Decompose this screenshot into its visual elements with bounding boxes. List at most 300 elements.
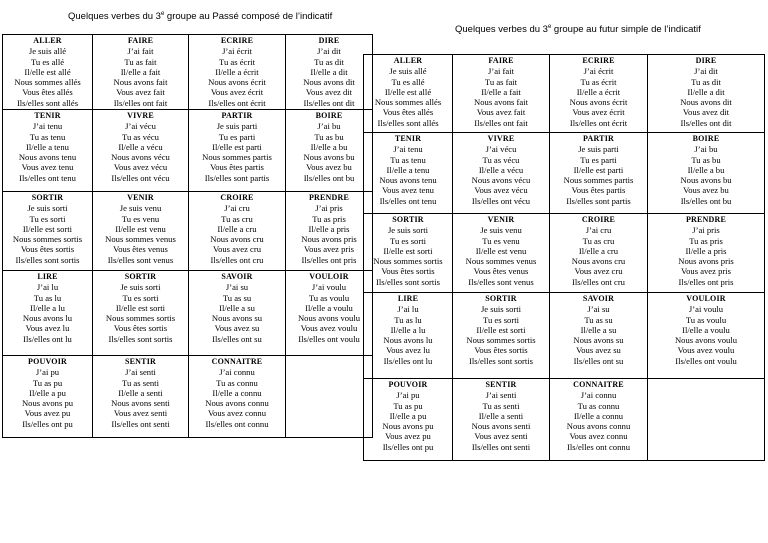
- verb-cell: [93, 192, 189, 271]
- verb-cell: [189, 192, 286, 271]
- conjugation-line: Ils/elles sont partis: [204, 172, 270, 183]
- conjugation-line: J’ai senti: [125, 367, 156, 378]
- conjugation-line: Tu es sorti: [483, 314, 519, 325]
- verb-cell: [3, 356, 93, 438]
- table-row: [364, 379, 765, 461]
- conjugation-line: Il/elle a pu: [29, 387, 66, 398]
- verb-heading: PARTIR: [583, 134, 614, 143]
- conjugation-line: J’ai cru: [224, 203, 250, 214]
- conjugation-line: Il/elle a vécu: [478, 164, 524, 175]
- conjugation-line: J’ai écrit: [583, 66, 614, 77]
- conjugation-line: Ils/elles ont connu: [205, 418, 269, 429]
- conjugation-line: Vous avez pris: [304, 244, 354, 255]
- verb-heading: CROIRE: [220, 193, 254, 202]
- conjugation-line: Vous avez pris: [681, 266, 731, 277]
- conjugation-line: Nous sommes sortis: [105, 313, 176, 324]
- conjugation-line: Vous avez senti: [113, 408, 168, 419]
- conjugation-line: Tu es parti: [218, 131, 256, 142]
- conjugation-line: J’ai cru: [585, 225, 612, 236]
- conjugation-line: Il/elle a vécu: [118, 141, 163, 152]
- verb-cell: [550, 214, 648, 293]
- conjugation-line: Ils/elles ont fait: [113, 97, 168, 108]
- conjugation-line: Il/elle est venu: [115, 223, 166, 234]
- conjugation-line: Ils/elles sont sortis: [15, 254, 80, 265]
- conjugation-line: Nous sommes sortis: [373, 256, 443, 267]
- verb-cell: [364, 379, 453, 461]
- conjugation-line: Nous avons senti: [111, 398, 170, 409]
- conjugation-line: Tu as vécu: [122, 131, 159, 142]
- table-row: [364, 214, 765, 293]
- conjugation-line: Vous avez pu: [385, 431, 431, 442]
- conjugation-line: Il/elle a fait: [120, 66, 161, 77]
- conjugation-line: Tu as senti: [122, 377, 159, 388]
- conjugation-line: J’ai pris: [692, 225, 720, 236]
- table-row: [3, 35, 373, 110]
- conjugation-line: Nous sommes allés: [374, 97, 442, 108]
- conjugation-line: Ils/elles ont pris: [678, 276, 734, 287]
- verb-cell: [648, 293, 765, 379]
- verb-heading: ALLER: [393, 56, 423, 65]
- conjugation-line: Vous avez tenu: [382, 185, 434, 196]
- verb-heading: VOULOIR: [686, 294, 726, 303]
- verb-cell: [364, 133, 453, 214]
- conjugation-line: Nous avons vécu: [111, 152, 170, 163]
- verb-cell: [93, 35, 189, 110]
- conjugation-line: Tu as tenu: [29, 131, 66, 142]
- conjugation-line: Vous avez pu: [24, 408, 71, 419]
- conjugation-line: Tu as fait: [484, 76, 518, 87]
- conjugation-line: J’ai su: [587, 304, 610, 315]
- verb-heading: POUVOIR: [27, 357, 68, 366]
- conjugation-line: Ils/elles ont pu: [382, 441, 434, 452]
- conjugation-line: Vous êtes sortis: [381, 266, 435, 277]
- verb-heading: CONNAITRE: [211, 357, 263, 366]
- conjugation-line: Vous avez su: [214, 323, 260, 334]
- conjugation-line: J’ai connu: [580, 390, 617, 401]
- conjugation-line: Vous avez su: [576, 345, 621, 356]
- conjugation-line: Vous êtes venus: [113, 244, 168, 255]
- conjugation-line: J’ai bu: [317, 121, 341, 132]
- conjugation-line: Vous êtes sortis: [474, 345, 528, 356]
- conjugation-line: Ils/elles ont bu: [303, 172, 355, 183]
- left-conjugation-table: [2, 34, 373, 438]
- verb-heading: ECRIRE: [582, 56, 615, 65]
- conjugation-line: Vous avez bu: [306, 162, 352, 173]
- verb-heading: FAIRE: [488, 56, 514, 65]
- conjugation-line: Nous sommes partis: [563, 175, 634, 186]
- conjugation-line: Tu as tenu: [390, 154, 426, 165]
- conjugation-line: Tu es sorti: [122, 292, 159, 303]
- verb-heading: SORTIR: [31, 193, 64, 202]
- conjugation-line: Ils/elles ont cru: [572, 276, 625, 287]
- conjugation-line: Nous avons bu: [303, 152, 355, 163]
- verb-cell: [93, 356, 189, 438]
- verb-heading: SAVOIR: [582, 294, 615, 303]
- conjugation-line: Tu as connu: [216, 377, 258, 388]
- conjugation-line: Nous avons lu: [383, 335, 433, 346]
- verb-heading: CROIRE: [581, 215, 616, 224]
- conjugation-line: Tu as voulu: [308, 292, 350, 303]
- conjugation-line: J’ai vécu: [485, 144, 517, 155]
- conjugation-line: Je suis sorti: [27, 203, 68, 214]
- conjugation-line: Ils/elles ont tenu: [379, 195, 437, 206]
- conjugation-line: Ils/elles ont lu: [23, 333, 72, 344]
- verb-heading: DIRE: [695, 56, 717, 65]
- conjugation-line: Nous sommes sortis: [466, 335, 536, 346]
- conjugation-line: Il/elle a voulu: [305, 302, 353, 313]
- table-row: [3, 356, 373, 438]
- verb-cell: [3, 110, 93, 192]
- conjugation-line: J’ai fait: [127, 46, 154, 57]
- conjugation-line: Vous avez lu: [386, 345, 430, 356]
- verb-cell: [453, 379, 550, 461]
- table-row: [364, 55, 765, 133]
- conjugation-line: Ils/elles sont sortis: [376, 276, 440, 287]
- verb-cell: [3, 271, 93, 356]
- conjugation-line: Je suis parti: [216, 121, 258, 132]
- verb-heading: SAVOIR: [221, 272, 253, 281]
- verb-cell: [189, 356, 286, 438]
- conjugation-line: Ils/elles ont su: [573, 355, 624, 366]
- left-title-pre: Quelques verbes du 3: [68, 11, 161, 23]
- conjugation-line: Nous avons connu: [566, 421, 631, 432]
- conjugation-line: J’ai voulu: [311, 282, 347, 293]
- conjugation-line: Tu as vécu: [482, 154, 520, 165]
- conjugation-line: Tu es venu: [482, 235, 520, 246]
- conjugation-line: Il/elle a connu: [212, 387, 262, 398]
- verb-heading: LIRE: [397, 294, 419, 303]
- conjugation-line: Ils/elles ont bu: [680, 195, 732, 206]
- conjugation-line: Tu es venu: [121, 213, 160, 224]
- conjugation-line: Je suis sorti: [120, 282, 161, 293]
- conjugation-line: Vous avez fait: [476, 107, 526, 118]
- conjugation-line: Il/elle est sorti: [476, 324, 526, 335]
- conjugation-line: Tu es sorti: [390, 235, 426, 246]
- verb-cell: [648, 214, 765, 293]
- conjugation-line: J’ai lu: [397, 304, 419, 315]
- table-row: [3, 192, 373, 271]
- conjugation-line: Ils/elles ont pris: [301, 254, 357, 265]
- conjugation-line: Tu as écrit: [219, 56, 255, 67]
- conjugation-line: Tu as senti: [482, 400, 520, 411]
- conjugation-line: Nous avons pu: [21, 398, 74, 409]
- conjugation-line: J’ai tenu: [393, 144, 423, 155]
- conjugation-line: Vous avez dit: [305, 87, 353, 98]
- conjugation-line: Vous avez fait: [116, 87, 165, 98]
- conjugation-line: Il/elle a su: [580, 324, 617, 335]
- conjugation-line: Il/elle a dit: [687, 86, 725, 97]
- empty-cell: [286, 356, 373, 438]
- verb-cell: [286, 271, 373, 356]
- conjugation-line: Vous êtes allés: [22, 87, 73, 98]
- conjugation-line: Il/elle a lu: [390, 324, 426, 335]
- conjugation-line: J’ai bu: [694, 144, 718, 155]
- conjugation-line: Vous avez senti: [474, 431, 528, 442]
- verb-heading: VIVRE: [127, 111, 154, 120]
- verb-cell: [93, 271, 189, 356]
- conjugation-line: Nous avons tenu: [379, 175, 437, 186]
- conjugation-line: J’ai pris: [315, 203, 343, 214]
- left-title-post: groupe au Passé composé de l’indicatif: [164, 11, 333, 23]
- conjugation-line: Tu as voulu: [685, 314, 727, 325]
- conjugation-line: Il/elle a tenu: [386, 164, 430, 175]
- verb-cell: [93, 110, 189, 192]
- conjugation-line: Tu es allé: [391, 76, 425, 87]
- conjugation-line: Vous avez dit: [682, 107, 730, 118]
- conjugation-line: Tu es allé: [30, 56, 65, 67]
- verb-heading: SENTIR: [125, 357, 156, 366]
- conjugation-line: Tu as cru: [582, 235, 615, 246]
- conjugation-line: Ils/elles ont connu: [566, 441, 630, 452]
- conjugation-line: Nous avons pris: [678, 256, 734, 267]
- conjugation-line: Vous avez connu: [207, 408, 267, 419]
- conjugation-line: Ils/elles ont fait: [474, 117, 528, 128]
- conjugation-line: Vous avez bu: [683, 185, 729, 196]
- conjugation-line: Nous avons voulu: [297, 313, 361, 324]
- conjugation-line: Tu as su: [584, 314, 613, 325]
- conjugation-line: Vous êtes sortis: [113, 323, 168, 334]
- conjugation-line: Il/elle a bu: [687, 164, 725, 175]
- conjugation-line: Ils/elles ont voulu: [298, 333, 360, 344]
- conjugation-line: Tu as bu: [691, 154, 721, 165]
- conjugation-line: Ils/elles sont venus: [468, 276, 534, 287]
- verb-heading: TENIR: [394, 134, 422, 143]
- verb-heading: VENIR: [127, 193, 154, 202]
- conjugation-line: Ils/elles ont senti: [111, 418, 170, 429]
- conjugation-line: Vous avez écrit: [572, 107, 625, 118]
- conjugation-line: Vous êtes sortis: [20, 244, 75, 255]
- conjugation-line: Vous avez voulu: [300, 323, 358, 334]
- conjugation-line: Vous êtes venus: [473, 266, 529, 277]
- conjugation-line: Ils/elles ont voulu: [675, 355, 737, 366]
- conjugation-line: Vous êtes partis: [571, 185, 626, 196]
- conjugation-line: Il/elle a cru: [217, 223, 257, 234]
- verb-heading: ALLER: [33, 36, 62, 45]
- table-row: [364, 293, 765, 379]
- verb-heading: POUVOIR: [388, 380, 428, 389]
- conjugation-line: Nous avons dit: [680, 97, 732, 108]
- conjugation-line: Vous avez cru: [212, 244, 262, 255]
- conjugation-line: Il/elle est allé: [384, 86, 432, 97]
- verb-heading: SENTIR: [485, 380, 517, 389]
- conjugation-line: Nous avons lu: [22, 313, 73, 324]
- verb-heading: VENIR: [487, 215, 515, 224]
- conjugation-line: J’ai dit: [694, 66, 718, 77]
- conjugation-line: Vous avez lu: [25, 323, 70, 334]
- verb-heading: FAIRE: [127, 36, 154, 45]
- conjugation-line: J’ai dit: [317, 46, 341, 57]
- verb-cell: [189, 271, 286, 356]
- conjugation-line: Tu as lu: [33, 292, 62, 303]
- conjugation-line: Tu as lu: [394, 314, 422, 325]
- verb-heading: SORTIR: [124, 272, 157, 281]
- conjugation-line: J’ai écrit: [222, 46, 252, 57]
- verb-heading: PRENDRE: [308, 193, 350, 202]
- conjugation-line: Il/elle a écrit: [576, 86, 621, 97]
- conjugation-line: Nous avons dit: [303, 77, 355, 88]
- right-title-pre: Quelques verbes du 3: [455, 24, 548, 36]
- conjugation-line: Tu as écrit: [580, 76, 617, 87]
- conjugation-line: Tu as su: [222, 292, 252, 303]
- conjugation-line: Vous avez vécu: [474, 185, 528, 196]
- conjugation-line: Ils/elles ont lu: [383, 355, 433, 366]
- conjugation-line: Nous avons cru: [571, 256, 626, 267]
- verb-cell: [3, 192, 93, 271]
- conjugation-line: Nous avons pris: [301, 234, 357, 245]
- conjugation-line: Vous êtes allés: [382, 107, 434, 118]
- conjugation-line: Ils/elles ont senti: [471, 441, 531, 452]
- table-row: [364, 133, 765, 214]
- conjugation-line: Il/elle a pris: [685, 245, 727, 256]
- conjugation-line: Ils/elles ont vécu: [111, 172, 170, 183]
- left-title-sup: e: [160, 11, 165, 17]
- conjugation-line: Ils/elles ont dit: [303, 97, 355, 108]
- conjugation-line: Je suis sorti: [480, 304, 522, 315]
- conjugation-line: Il/elle a cru: [578, 245, 619, 256]
- verb-cell: [453, 133, 550, 214]
- conjugation-line: Il/elle a senti: [478, 410, 524, 421]
- conjugation-line: Nous avons pu: [382, 421, 434, 432]
- conjugation-line: Il/elle a senti: [118, 387, 163, 398]
- conjugation-line: Ils/elles ont écrit: [569, 117, 628, 128]
- conjugation-line: Il/elle a fait: [481, 86, 521, 97]
- verb-heading: ECRIRE: [220, 36, 254, 45]
- conjugation-line: Il/elle a dit: [310, 66, 348, 77]
- conjugation-line: Ils/elles sont sortis: [469, 355, 533, 366]
- verb-cell: [286, 192, 373, 271]
- conjugation-line: Ils/elles ont su: [212, 333, 262, 344]
- conjugation-line: Tu as pu: [32, 377, 63, 388]
- table-row: [3, 110, 373, 192]
- conjugation-line: J’ai fait: [487, 66, 514, 77]
- conjugation-line: Nous avons connu: [205, 398, 269, 409]
- verb-cell: [550, 379, 648, 461]
- conjugation-line: Tu es sorti: [29, 213, 66, 224]
- conjugation-line: Tu as pu: [393, 400, 423, 411]
- conjugation-line: Nous sommes partis: [202, 152, 272, 163]
- conjugation-line: Il/elle a écrit: [215, 66, 259, 77]
- conjugation-line: Nous avons fait: [113, 77, 168, 88]
- conjugation-line: Nous sommes sortis: [12, 234, 83, 245]
- conjugation-line: Ils/elles sont allés: [16, 97, 79, 108]
- verb-cell: [453, 293, 550, 379]
- conjugation-line: J’ai pu: [35, 367, 60, 378]
- conjugation-line: Je suis venu: [480, 225, 522, 236]
- conjugation-line: Ils/elles sont venus: [107, 254, 174, 265]
- conjugation-line: Ils/elles ont pu: [22, 418, 73, 429]
- conjugation-line: Nous avons écrit: [569, 97, 628, 108]
- conjugation-line: Il/elle a su: [219, 302, 255, 313]
- verb-cell: [189, 35, 286, 110]
- conjugation-line: Nous sommes venus: [105, 234, 176, 245]
- verb-cell: [189, 110, 286, 192]
- conjugation-line: Il/elle est venu: [475, 245, 527, 256]
- conjugation-line: Nous avons cru: [210, 234, 264, 245]
- conjugation-line: J’ai pu: [396, 390, 420, 401]
- conjugation-line: Il/elle a voulu: [682, 324, 730, 335]
- conjugation-line: Nous avons su: [573, 335, 624, 346]
- conjugation-line: Il/elle a tenu: [26, 141, 69, 152]
- conjugation-line: Ils/elles ont dit: [680, 117, 732, 128]
- verb-cell: [453, 55, 550, 133]
- conjugation-line: Nous avons voulu: [674, 335, 738, 346]
- conjugation-line: J’ai voulu: [688, 304, 724, 315]
- verb-cell: [3, 35, 93, 110]
- verb-cell: [550, 293, 648, 379]
- conjugation-line: Ils/elles sont sortis: [108, 333, 173, 344]
- conjugation-line: Il/elle a pu: [389, 410, 427, 421]
- verb-cell: [648, 55, 765, 133]
- conjugation-line: Il/elle est parti: [212, 141, 262, 152]
- verb-heading: VIVRE: [487, 134, 515, 143]
- verb-heading: BOIRE: [315, 111, 343, 120]
- conjugation-line: Ils/elles ont tenu: [19, 172, 76, 183]
- verb-cell: [286, 110, 373, 192]
- conjugation-line: Nous avons tenu: [18, 152, 77, 163]
- conjugation-line: Il/elle a connu: [573, 410, 624, 421]
- conjugation-line: Tu as bu: [314, 131, 344, 142]
- conjugation-line: J’ai su: [225, 282, 249, 293]
- conjugation-line: Tu as connu: [577, 400, 620, 411]
- conjugation-line: Ils/elles ont vécu: [471, 195, 531, 206]
- conjugation-line: Nous avons fait: [474, 97, 528, 108]
- conjugation-line: Il/elle a bu: [310, 141, 348, 152]
- verb-cell: [364, 293, 453, 379]
- conjugation-line: J’ai lu: [36, 282, 59, 293]
- conjugation-line: Il/elle a lu: [30, 302, 65, 313]
- conjugation-line: Nous avons vécu: [471, 175, 531, 186]
- right-sheet-title: [455, 24, 701, 35]
- verb-heading: BOIRE: [692, 134, 720, 143]
- verb-cell: [364, 55, 453, 133]
- conjugation-line: Tu as pris: [689, 235, 723, 246]
- conjugation-line: Il/elle a pris: [308, 223, 350, 234]
- right-conjugation-table: [363, 54, 765, 461]
- left-sheet-title: [68, 11, 332, 22]
- verb-heading: SORTIR: [485, 294, 517, 303]
- conjugation-line: Tu as fait: [124, 56, 157, 67]
- conjugation-line: Je suis allé: [389, 66, 427, 77]
- conjugation-line: Il/elle est sorti: [383, 245, 433, 256]
- verb-heading: SORTIR: [392, 215, 424, 224]
- conjugation-line: Nous avons écrit: [208, 77, 266, 88]
- verb-cell: [550, 133, 648, 214]
- verb-heading: VOULOIR: [309, 272, 349, 281]
- conjugation-line: Il/elle est parti: [573, 164, 624, 175]
- conjugation-line: Vous avez tenu: [21, 162, 74, 173]
- right-title-post: groupe au futur simple de l’indicatif: [551, 24, 701, 36]
- verb-cell: [648, 133, 765, 214]
- verb-heading: DIRE: [318, 36, 340, 45]
- conjugation-line: Vous avez voulu: [677, 345, 735, 356]
- table-row: [3, 271, 373, 356]
- conjugation-line: Je suis venu: [119, 203, 162, 214]
- conjugation-line: Je suis allé: [28, 46, 67, 57]
- conjugation-line: Il/elle est allé: [24, 66, 71, 77]
- conjugation-line: Ils/elles sont partis: [566, 195, 631, 206]
- conjugation-line: Nous avons senti: [471, 421, 531, 432]
- verb-cell: [453, 214, 550, 293]
- verb-cell: [550, 55, 648, 133]
- conjugation-line: Tu as cru: [221, 213, 253, 224]
- conjugation-line: Nous avons bu: [680, 175, 732, 186]
- conjugation-line: J’ai vécu: [125, 121, 156, 132]
- conjugation-line: Vous êtes partis: [210, 162, 264, 173]
- conjugation-line: J’ai tenu: [32, 121, 63, 132]
- conjugation-line: Vous avez cru: [574, 266, 623, 277]
- conjugation-line: J’ai senti: [485, 390, 517, 401]
- conjugation-line: J’ai connu: [219, 367, 255, 378]
